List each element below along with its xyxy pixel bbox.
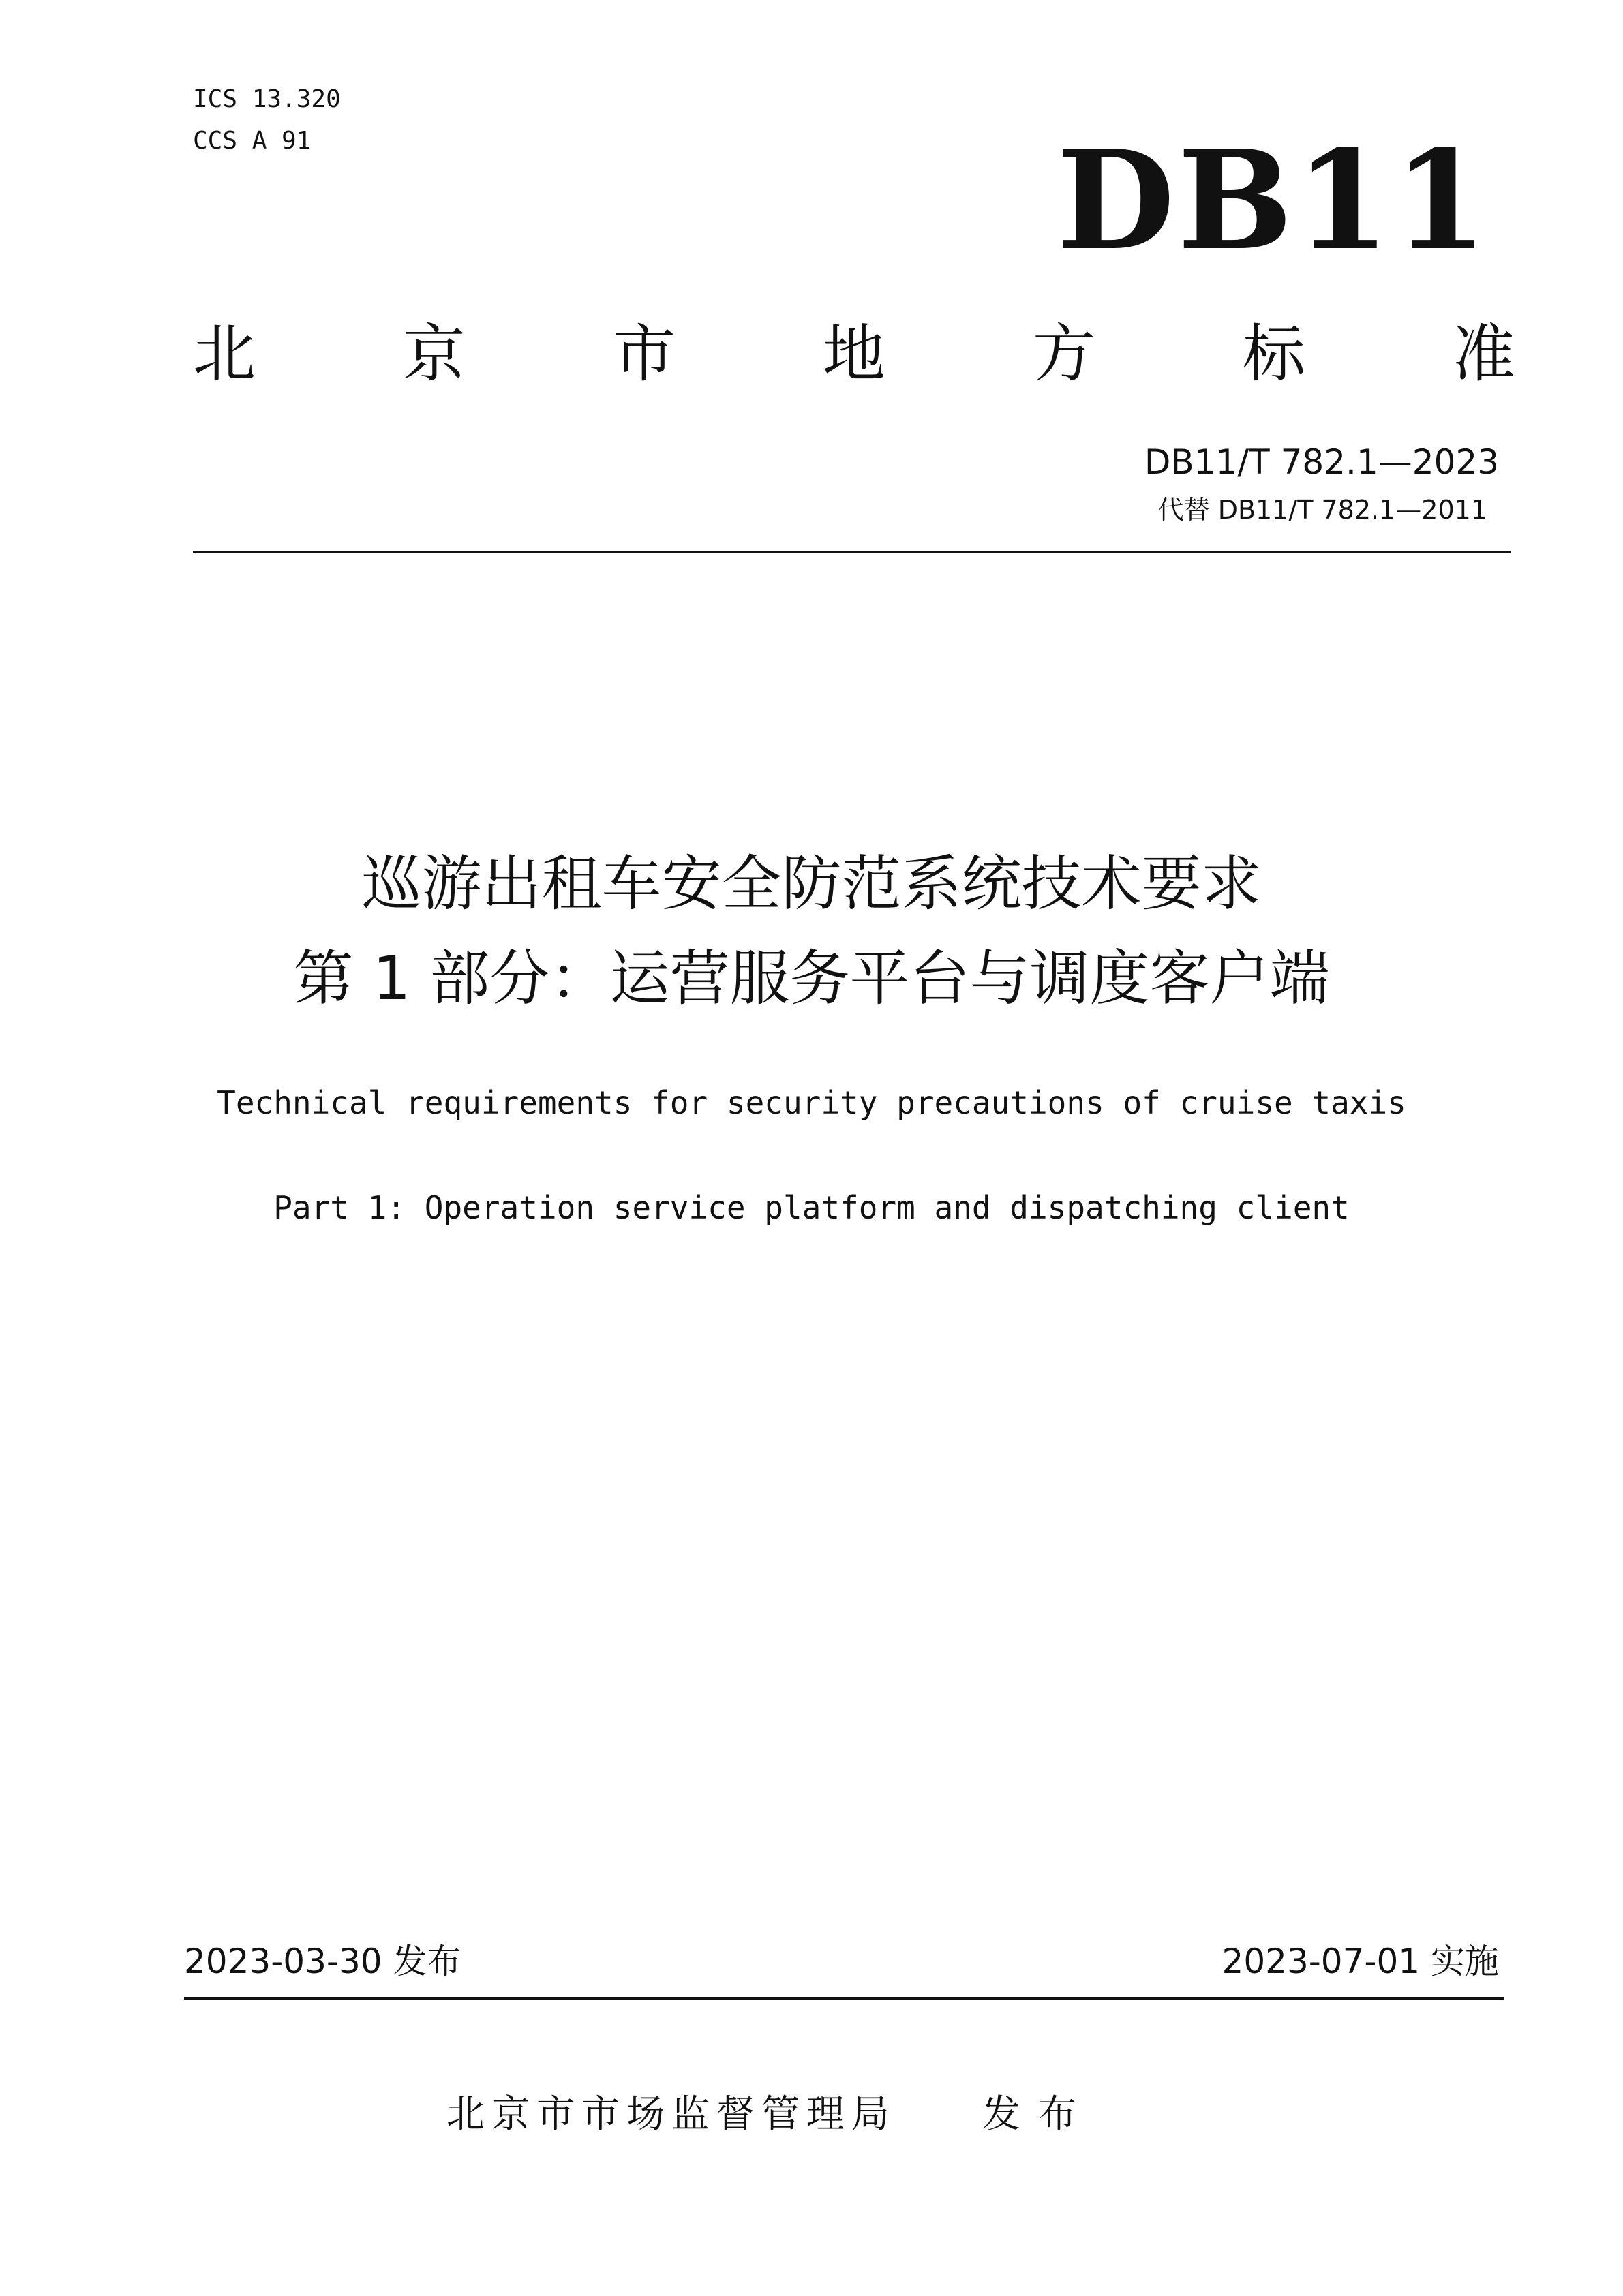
title-cn-line2: 第 1 部分：运营服务平台与调度客户端 <box>293 943 1330 1013</box>
replaces-standard: 代替 DB11/T 782.1—2011 <box>1157 495 1487 525</box>
standard-type-heading <box>193 317 1515 392</box>
title-en-line2: Part 1: Operation service platform and dispatching client <box>273 1189 1350 1226</box>
issue-label: 发布 <box>982 2092 1094 2137</box>
implement-date: 2023-07-01 实施 <box>1222 1942 1499 1981</box>
standard-type-char: 方 <box>1032 318 1095 391</box>
db11-logo: DB11 <box>1057 121 1491 281</box>
standard-type-char: 准 <box>1452 318 1515 391</box>
footer-divider <box>184 1997 1504 2000</box>
ccs-code: CCS A 91 <box>193 127 312 155</box>
title-cn-line1: 巡游出租车安全防范系统技术要求 <box>361 848 1262 919</box>
standard-type-char: 标 <box>1242 318 1305 391</box>
ics-code: ICS 13.320 <box>193 85 341 113</box>
title-en-line1: Technical requirements for security precautions of cruise taxis <box>217 1084 1406 1121</box>
standard-type-char: 京 <box>402 318 466 391</box>
standard-type-char: 北 <box>193 318 256 391</box>
standard-type-char: 地 <box>822 318 885 391</box>
publish-date: 2023-03-30 发布 <box>184 1942 461 1981</box>
issuer-block <box>446 2092 1094 2138</box>
standard-type-char: 市 <box>612 318 676 391</box>
standard-number: DB11/T 782.1—2023 <box>1144 442 1499 482</box>
issuer-name: 北京市市场监督管理局 <box>446 2092 896 2137</box>
header-divider <box>193 551 1511 553</box>
